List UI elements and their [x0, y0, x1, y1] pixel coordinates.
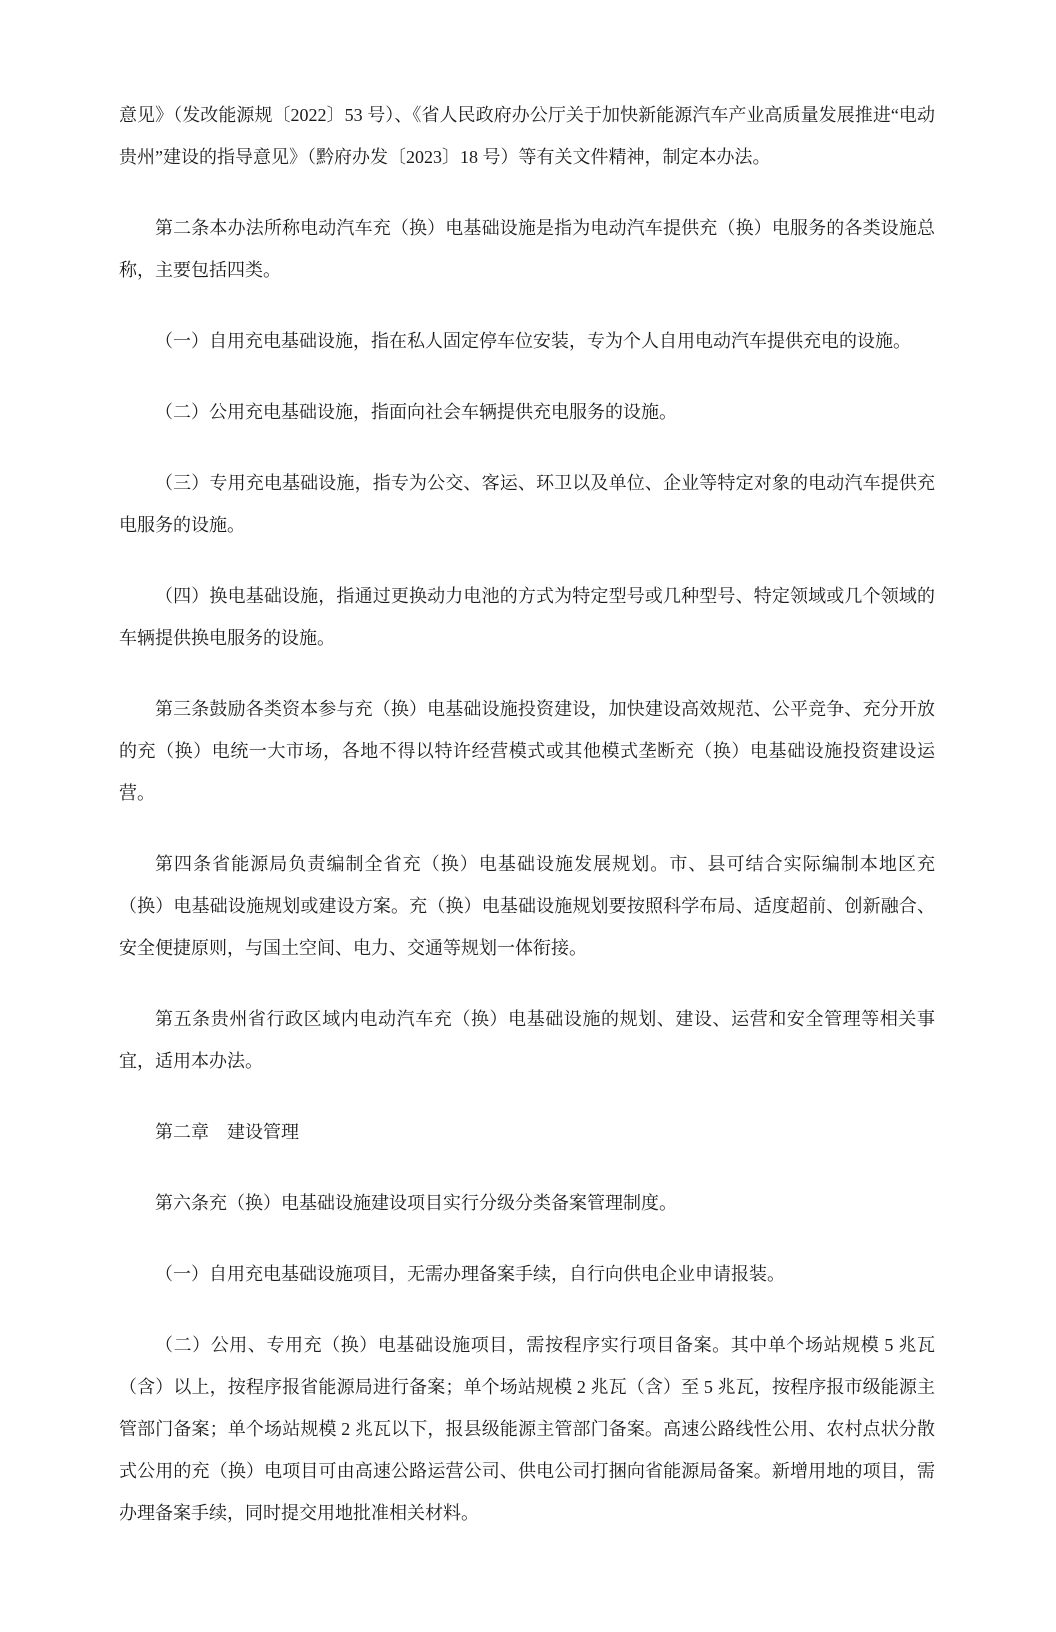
paragraph-article-6-item-2: （二）公用、专用充（换）电基础设施项目，需按程序实行项目备案。其中单个场站规模 5 兆瓦（含）以上，按程序报省能源局进行备案；单个场站规模 2 兆瓦（含）至 5 兆瓦，按程序报市级能源主管部门备案；单个场站规模 2 兆瓦以下，报县级能源主管部门备案。高速公路线性公用、农村点状分散式公用的充（换）电项目可由高速公路运营公司、供电公司打捆向省能源局备案。新增用地的项目，需办理备案手续，同时提交用地批准相关材料。 [119, 1335, 935, 1523]
paragraph-article-5: 第五条贵州省行政区域内电动汽车充（换）电基础设施的规划、建设、运营和安全管理等相关事宜，适用本办法。 [119, 1009, 935, 1071]
paragraph-article-2: 第二条本办法所称电动汽车充（换）电基础设施是指为电动汽车提供充（换）电服务的各类设施总称，主要包括四类。 [119, 218, 935, 280]
paragraph-article-2-item-3: （三）专用充电基础设施，指专为公交、客运、环卫以及单位、企业等特定对象的电动汽车提供充电服务的设施。 [119, 473, 935, 535]
paragraph-article-2-item-1: （一）自用充电基础设施，指在私人固定停车位安装，专为个人自用电动汽车提供充电的设施。 [155, 331, 911, 351]
paragraph-article-4: 第四条省能源局负责编制全省充（换）电基础设施发展规划。市、县可结合实际编制本地区充（换）电基础设施规划或建设方案。充（换）电基础设施规划要按照科学布局、适度超前、创新融合、安全便捷原则，与国土空间、电力、交通等规划一体衔接。 [119, 854, 935, 958]
paragraph-intro-continuation: 意见》（发改能源规〔2022〕53 号）、《省人民政府办公厅关于加快新能源汽车产业高质量发展推进“电动贵州”建设的指导意见》（黔府办发〔2023〕18 号）等有关文件精神，制定本办法。 [119, 105, 935, 167]
paragraph-article-6: 第六条充（换）电基础设施建设项目实行分级分类备案管理制度。 [155, 1193, 677, 1213]
paragraph-article-6-item-1: （一）自用充电基础设施项目，无需办理备案手续，自行向供电企业申请报装。 [155, 1264, 785, 1284]
paragraph-article-2-item-2: （二）公用充电基础设施，指面向社会车辆提供充电服务的设施。 [155, 402, 677, 422]
paragraph-article-2-item-4: （四）换电基础设施，指通过更换动力电池的方式为特定型号或几种型号、特定领域或几个领域的车辆提供换电服务的设施。 [119, 586, 935, 648]
chapter-2-heading: 第二章 建设管理 [155, 1122, 299, 1142]
paragraph-article-3: 第三条鼓励各类资本参与充（换）电基础设施投资建设，加快建设高效规范、公平竞争、充分开放的充（换）电统一大市场，各地不得以特许经营模式或其他模式垄断充（换）电基础设施投资建设运营。 [119, 699, 935, 803]
